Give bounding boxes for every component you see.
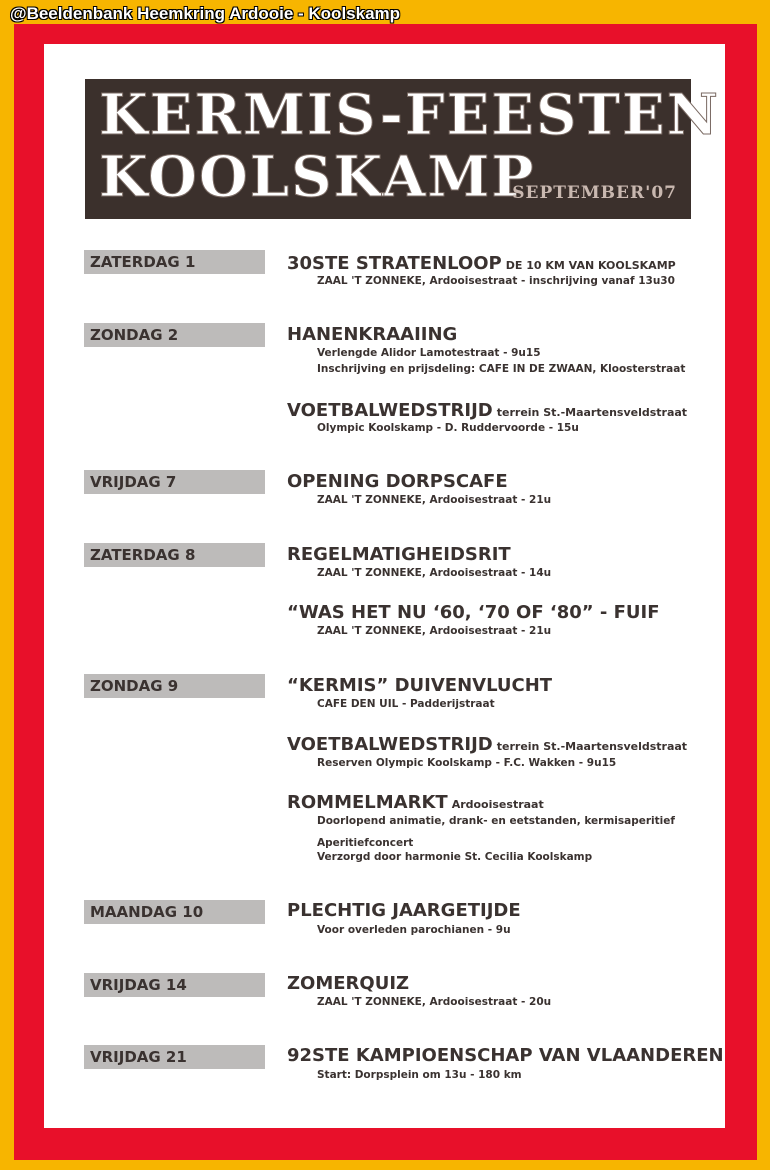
event-detail: Verzorgd door harmonie St. Cecilia Koolskamp (317, 851, 593, 863)
event-title-text: VOETBALWEDSTRIJD (287, 400, 493, 421)
event-title-text: ROMMELMARKT (287, 792, 448, 813)
event-title-rommelmarkt (287, 792, 544, 816)
day-label-zaterdag-8: ZATERDAG 8 (84, 543, 265, 567)
event-title-text: 30STE STRATENLOOP (287, 253, 502, 274)
event-title-duivenvlucht: “KERMIS” DUIVENVLUCHT (287, 675, 553, 696)
day-label-zondag-9: ZONDAG 9 (84, 674, 265, 698)
event-title-kampioenschap: 92STE KAMPIOENSCHAP VAN VLAANDEREN (287, 1045, 724, 1066)
event-detail: Voor overleden parochianen - 9u (317, 924, 511, 936)
event-title-extra: DE 10 KM VAN KOOLSKAMP (505, 259, 676, 272)
event-detail: ZAAL 'T ZONNEKE, Ardooisestraat - 21u (317, 625, 552, 637)
event-detail: ZAAL 'T ZONNEKE, Ardooisestraat - 20u (317, 996, 552, 1008)
poster-month: SEPTEMBER'07 (512, 183, 677, 203)
event-title-extra: Ardooisestraat (451, 798, 544, 811)
event-title-plechtig-jaargetijde: PLECHTIG JAARGETIJDE (287, 900, 521, 921)
event-title-zomerquiz: ZOMERQUIZ (287, 973, 410, 994)
day-label-zondag-2: ZONDAG 2 (84, 323, 265, 347)
event-detail: ZAAL 'T ZONNEKE, Ardooisestraat - 21u (317, 494, 552, 506)
poster-title-line-1: KERMIS-FEESTEN (99, 82, 720, 148)
title-banner (85, 79, 720, 219)
event-title-hanenkraaiing: HANENKRAAIING (287, 324, 458, 345)
day-label-vrijdag-14: VRIJDAG 14 (84, 973, 265, 997)
event-detail: Reserven Olympic Koolskamp - F.C. Wakken - 9u15 (317, 757, 617, 769)
event-title-voetbalwedstrijd-reserven (287, 734, 687, 758)
event-detail: Inschrijving en prijsdeling: CAFE IN DE ZWAAN, Kloosterstraat (317, 363, 686, 375)
event-title-extra: terrein St.-Maartensveldstraat (496, 406, 688, 419)
event-detail: Start: Dorpsplein om 13u - 180 km (317, 1069, 522, 1081)
event-detail: Aperitiefconcert (317, 837, 414, 849)
day-label-maandag-10: MAANDAG 10 (84, 900, 265, 924)
event-detail: Doorlopend animatie, drank- en eetstanden, kermisaperitief (317, 815, 675, 827)
event-detail: ZAAL 'T ZONNEKE, Ardooisestraat - inschrijving vanaf 13u30 (317, 275, 675, 287)
event-title-opening-dorpscafe: OPENING DORPSCAFE (287, 471, 508, 492)
event-detail: Verlengde Alidor Lamotestraat - 9u15 (317, 347, 541, 359)
poster-title-line-2: KOOLSKAMP (99, 144, 536, 210)
day-label-zaterdag-1: ZATERDAG 1 (84, 250, 265, 274)
event-title-regelmatigheidsrit: REGELMATIGHEIDSRIT (287, 544, 511, 565)
day-label-vrijdag-7: VRIJDAG 7 (84, 470, 265, 494)
watermark-text: @Beeldenbank Heemkring Ardooie - Koolskamp (10, 4, 401, 23)
poster-paper (44, 44, 725, 1128)
day-label-vrijdag-21: VRIJDAG 21 (84, 1045, 265, 1069)
event-title-extra: terrein St.-Maartensveldstraat (496, 740, 688, 753)
event-detail: Olympic Koolskamp - D. Ruddervoorde - 15u (317, 422, 579, 434)
event-title-fuif: “WAS HET NU ‘60, ‘70 OF ‘80” - FUIF (287, 602, 660, 623)
event-detail: ZAAL 'T ZONNEKE, Ardooisestraat - 14u (317, 567, 552, 579)
event-title-text: VOETBALWEDSTRIJD (287, 734, 493, 755)
event-detail: CAFE DEN UIL - Padderijstraat (317, 698, 495, 710)
